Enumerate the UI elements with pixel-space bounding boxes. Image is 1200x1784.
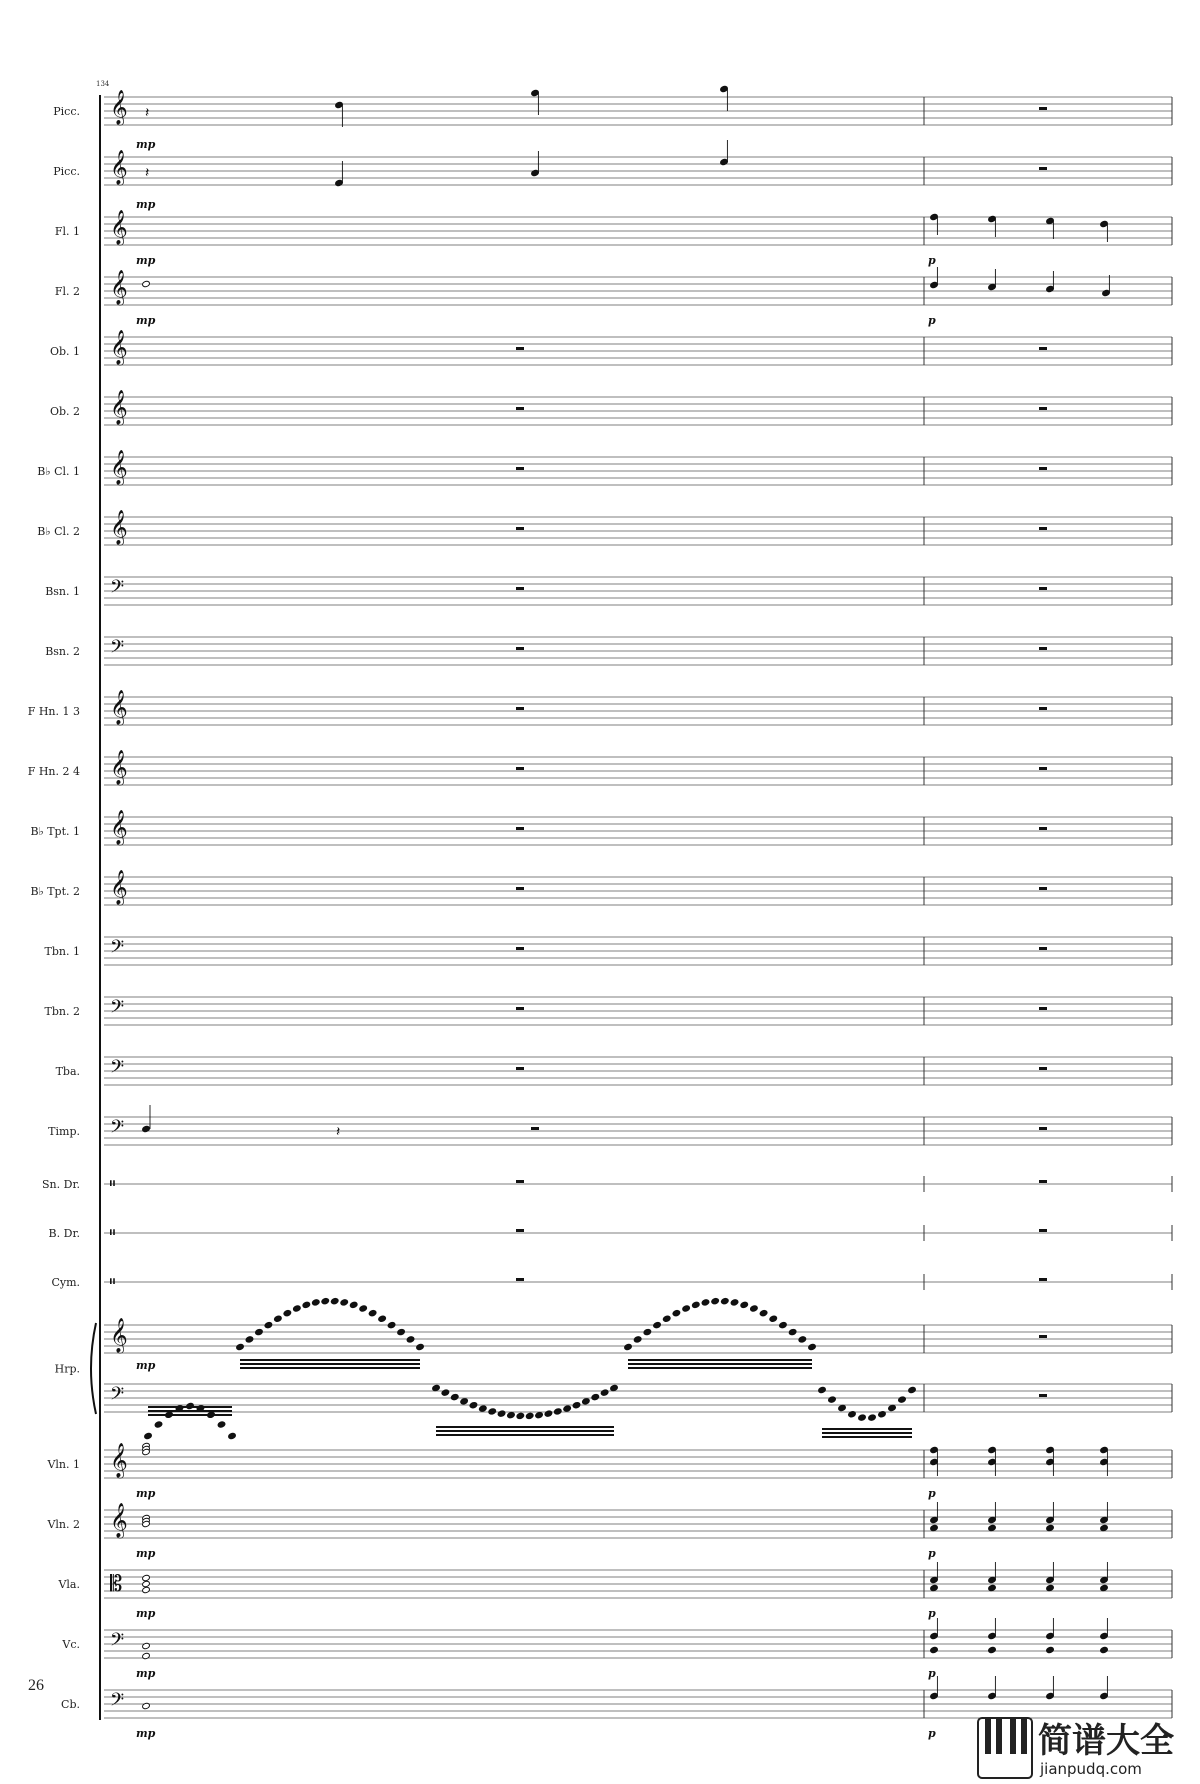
whole-rest (516, 1278, 524, 1281)
treble-clef-icon: 𝄞 (110, 330, 128, 365)
harp-arpeggio-note (469, 1402, 478, 1409)
staff-3 (104, 277, 1172, 305)
dynamic-marking: p (928, 1727, 936, 1740)
instrument-label: Bsn. 2 (45, 645, 80, 658)
harp-arpeggio-note (779, 1321, 788, 1328)
dynamic-marking: p (928, 1667, 936, 1680)
instrument-label: F Hn. 2 4 (27, 765, 80, 778)
harp-arpeggio-note (908, 1386, 917, 1393)
instrument-label: F Hn. 1 3 (27, 705, 80, 718)
whole-rest (1039, 1394, 1047, 1397)
instrument-label: Tba. (55, 1065, 80, 1078)
treble-clef-icon: 𝄞 (110, 1318, 128, 1353)
bass-clef-icon: 𝄢 (110, 1057, 125, 1082)
watermark-logo (978, 1718, 1174, 1778)
instrument-label: Cym. (51, 1276, 80, 1289)
staff-7 (104, 517, 1172, 545)
beam (436, 1426, 614, 1428)
harp-arpeggio-note (397, 1328, 406, 1335)
staff-14 (104, 937, 1172, 965)
whole-rest (1039, 167, 1047, 170)
staff-16 (104, 1057, 1172, 1085)
whole-rest (1039, 527, 1047, 530)
dynamic-marking: mp (136, 1667, 156, 1680)
harp-arpeggio-note (479, 1405, 488, 1412)
harp-arpeggio-note (818, 1386, 827, 1393)
violin-note (1100, 1524, 1109, 1531)
treble-clef-icon: 𝄞 (110, 1443, 128, 1478)
staff-15 (104, 997, 1172, 1025)
harp-arpeggio-note (507, 1411, 516, 1418)
treble-clef-icon: 𝄞 (110, 450, 128, 485)
harp-arpeggio-note (228, 1432, 237, 1439)
whole-rest (1039, 467, 1047, 470)
whole-rest (516, 407, 524, 410)
beam (148, 1414, 232, 1416)
dynamic-marking: p (928, 1607, 936, 1620)
staff-1 (104, 157, 1172, 185)
dynamic-marking: mp (136, 314, 156, 327)
percussion-clef-icon: 𝄥 (110, 1272, 115, 1291)
dynamic-marking: mp (136, 1359, 156, 1372)
harp-arpeggio-note (245, 1336, 254, 1343)
beam (240, 1363, 420, 1365)
whole-rest (516, 1067, 524, 1070)
staff-22 (104, 1450, 1172, 1478)
whole-rest (1039, 1229, 1047, 1232)
whole-rest (1039, 767, 1047, 770)
treble-clef-icon: 𝄞 (110, 750, 128, 785)
beam (436, 1434, 614, 1436)
instrument-label: Picc. (53, 165, 80, 178)
instrument-label: B♭ Tpt. 2 (30, 885, 80, 898)
staff-11 (104, 757, 1172, 785)
dynamic-marking: mp (136, 138, 156, 151)
whole-rest (1039, 347, 1047, 350)
harp-arpeggio-note (406, 1336, 415, 1343)
harp-arpeggio-note (330, 1297, 339, 1304)
cello-note (988, 1646, 997, 1653)
staff-0 (104, 97, 1172, 125)
percussion-clef-icon: 𝄥 (110, 1174, 115, 1193)
violin-note (988, 1524, 997, 1531)
harp-arpeggio-note (293, 1305, 302, 1312)
dynamic-marking: p (928, 1487, 936, 1500)
harp-arpeggio-note (750, 1305, 759, 1312)
harp-arpeggio-note (217, 1421, 226, 1428)
harp-arpeggio-note (682, 1305, 691, 1312)
music-content (110, 85, 1110, 1740)
harp-arpeggio-note (868, 1414, 877, 1421)
instrument-labels (28, 105, 80, 1711)
whole-rest (516, 647, 524, 650)
bass-clef-icon: 𝄢 (110, 937, 125, 962)
quarter-rest-icon: 𝄽 (145, 105, 150, 121)
staff-8 (104, 577, 1172, 605)
measure-number: 134 (96, 80, 110, 88)
cello-note (1100, 1646, 1109, 1653)
harp-arpeggio-note (701, 1299, 710, 1306)
flute-whole-note (142, 280, 151, 287)
quarter-rest-icon: 𝄽 (336, 1124, 341, 1140)
whole-rest (1039, 707, 1047, 710)
staff-12 (104, 817, 1172, 845)
treble-clef-icon: 𝄞 (110, 390, 128, 425)
harp-arpeggio-note (740, 1301, 749, 1308)
whole-rest (516, 347, 524, 350)
staff-6 (104, 457, 1172, 485)
harp-arpeggio-note (236, 1343, 245, 1350)
harp-arpeggio-note (432, 1384, 441, 1391)
staff-18 (104, 1176, 1172, 1192)
instrument-label: Vc. (62, 1638, 80, 1651)
whole-rest (1039, 1127, 1047, 1130)
staff-systems (91, 95, 1172, 1720)
harp-arpeggio-note (312, 1299, 321, 1306)
instrument-label: Tbn. 2 (44, 1005, 80, 1018)
harp-arpeggio-note (516, 1412, 525, 1419)
beam (628, 1363, 812, 1365)
cello-note (930, 1646, 939, 1653)
harp-arpeggio-note (525, 1412, 534, 1419)
treble-clef-icon: 𝄞 (110, 690, 128, 725)
beam (148, 1410, 232, 1412)
beam (436, 1430, 614, 1432)
harp-arpeggio-note (359, 1305, 368, 1312)
harp-arpeggio-note (387, 1321, 396, 1328)
harp-arpeggio-note (600, 1389, 609, 1396)
dynamic-marking: p (928, 1547, 936, 1560)
instrument-label: B♭ Cl. 1 (37, 465, 80, 478)
bass-clef-icon: 𝄢 (110, 1384, 125, 1409)
instrument-label: Bsn. 1 (45, 585, 80, 598)
staff-20 (104, 1274, 1172, 1290)
harp-arpeggio-note (441, 1389, 450, 1396)
treble-clef-icon: 𝄞 (110, 210, 128, 245)
harp-arpeggio-note (572, 1402, 581, 1409)
beam (240, 1367, 420, 1369)
beam (822, 1432, 912, 1434)
viola-whole-note (142, 1586, 151, 1593)
instrument-label: Fl. 1 (54, 225, 80, 238)
bass-clef-icon: 𝄢 (110, 577, 125, 602)
whole-rest (1039, 827, 1047, 830)
harp-arpeggio-note (721, 1297, 730, 1304)
treble-clef-icon: 𝄞 (110, 1503, 128, 1538)
viola-whole-note (142, 1574, 151, 1581)
whole-rest (516, 767, 524, 770)
viola-note (1100, 1584, 1109, 1591)
harp-arpeggio-note (544, 1410, 553, 1417)
instrument-label: Vla. (58, 1578, 80, 1591)
harp-arpeggio-note (759, 1309, 768, 1316)
harp-arpeggio-note (302, 1301, 311, 1308)
instrument-label: Hrp. (54, 1362, 80, 1376)
bass-clef-icon: 𝄢 (110, 1690, 125, 1715)
harp-arpeggio-note (349, 1301, 358, 1308)
harp-arpeggio-note (154, 1421, 163, 1428)
harp-arpeggio-note (788, 1328, 797, 1335)
treble-clef-icon: 𝄞 (110, 270, 128, 305)
treble-clef-icon: 𝄞 (110, 510, 128, 545)
beam (822, 1436, 912, 1438)
whole-rest (516, 467, 524, 470)
dynamic-marking: mp (136, 254, 156, 267)
instrument-label: Sn. Dr. (42, 1178, 80, 1191)
whole-rest (516, 827, 524, 830)
harp-arpeggio-note (255, 1328, 264, 1335)
percussion-clef-icon: 𝄥 (110, 1223, 115, 1242)
harp-arpeggio-note (340, 1299, 349, 1306)
treble-clef-icon: 𝄞 (110, 870, 128, 905)
beam (822, 1428, 912, 1430)
staff-2 (104, 217, 1172, 245)
staff-9 (104, 637, 1172, 665)
harp-arpeggio-note (274, 1315, 283, 1322)
staff-23 (104, 1510, 1172, 1538)
whole-rest (1039, 1335, 1047, 1338)
whole-rest (531, 1127, 539, 1130)
instrument-label: Fl. 2 (54, 285, 80, 298)
whole-rest (1039, 647, 1047, 650)
treble-clef-icon: 𝄞 (110, 810, 128, 845)
harp-arpeggio-note (662, 1315, 671, 1322)
instrument-label: Cb. (61, 1698, 80, 1711)
harp-arpeggio-note (653, 1321, 662, 1328)
harp-arpeggio-note (460, 1398, 469, 1405)
beam (240, 1359, 420, 1361)
harp-arpeggio-note (283, 1309, 292, 1316)
instrument-label: B♭ Tpt. 1 (30, 825, 80, 838)
harp-arpeggio-note (368, 1309, 377, 1316)
harp-arpeggio-note (898, 1396, 907, 1403)
harp-arpeggio-note (643, 1328, 652, 1335)
harp-arpeggio-note (730, 1299, 739, 1306)
harp-arpeggio-note (554, 1408, 563, 1415)
piano-keys-icon (978, 1718, 1032, 1778)
harp-arpeggio-note (416, 1343, 425, 1350)
dynamic-marking: mp (136, 1727, 156, 1740)
whole-rest (1039, 1007, 1047, 1010)
instrument-label: Ob. 1 (49, 345, 80, 358)
harp-brace (91, 1323, 96, 1414)
dynamic-marking: mp (136, 1607, 156, 1620)
dynamic-marking: p (928, 314, 936, 327)
staff-24 (104, 1570, 1172, 1598)
instrument-label: Timp. (48, 1125, 80, 1138)
viola-note (1046, 1584, 1055, 1591)
instrument-label: Tbn. 1 (44, 945, 80, 958)
harp-arpeggio-note (769, 1315, 778, 1322)
dynamic-marking: mp (136, 1547, 156, 1560)
harp-arpeggio-note (838, 1404, 847, 1411)
quarter-rest-icon: 𝄽 (145, 165, 150, 181)
harp-arpeggio-note (497, 1410, 506, 1417)
watermark-brand: 简谱大全 (1038, 1721, 1174, 1761)
dynamic-marking: mp (136, 1487, 156, 1500)
cello-note (1046, 1646, 1055, 1653)
harp-bass-staff (104, 1384, 1172, 1412)
staff-13 (104, 877, 1172, 905)
staff-19 (104, 1225, 1172, 1241)
harp-arpeggio-note (808, 1343, 817, 1350)
bass-clef-icon: 𝄢 (110, 997, 125, 1022)
staff-25 (104, 1630, 1172, 1658)
staff-17 (104, 1117, 1172, 1145)
harp-arpeggio-note (264, 1321, 273, 1328)
instrument-label: Vln. 2 (47, 1518, 80, 1531)
staff-26 (104, 1690, 1172, 1718)
watermark-url: jianpudq.com (1040, 1760, 1142, 1778)
harp-arpeggio-note (858, 1414, 867, 1421)
harp-arpeggio-note (535, 1411, 544, 1418)
bass-clef-icon: 𝄢 (110, 1630, 125, 1655)
harp-arpeggio-note (624, 1343, 633, 1350)
bass-clef-icon: 𝄢 (110, 637, 125, 662)
harp-arpeggio-note (633, 1336, 642, 1343)
harp-arpeggio-note (692, 1301, 701, 1308)
harp-arpeggio-note (798, 1336, 807, 1343)
treble-clef-icon: 𝄞 (110, 90, 128, 125)
instrument-label: B♭ Cl. 2 (37, 525, 80, 538)
beam (148, 1406, 232, 1408)
cello-whole-note (142, 1642, 151, 1649)
timpani-note (142, 1125, 151, 1132)
harp-arpeggio-note (450, 1393, 459, 1400)
staff-5 (104, 397, 1172, 425)
instrument-label: Picc. (53, 105, 80, 118)
harp-arpeggio-note (828, 1396, 837, 1403)
whole-rest (516, 707, 524, 710)
harp-arpeggio-note (378, 1315, 387, 1322)
dynamic-marking: mp (136, 198, 156, 211)
harp-arpeggio-note (711, 1297, 720, 1304)
whole-rest (1039, 1278, 1047, 1281)
harp-arpeggio-note (321, 1297, 330, 1304)
viola-whole-note (142, 1580, 151, 1587)
whole-rest (516, 887, 524, 890)
dynamic-marking: p (928, 254, 936, 267)
harp-arpeggio-note (582, 1398, 591, 1405)
alto-clef-icon: 𝄡 (110, 1572, 123, 1597)
harp-arpeggio-note (563, 1405, 572, 1412)
instrument-label: B. Dr. (48, 1227, 80, 1240)
viola-note (988, 1584, 997, 1591)
violin-note (930, 1524, 939, 1531)
whole-rest (516, 1007, 524, 1010)
staff-10 (104, 697, 1172, 725)
whole-rest (1039, 887, 1047, 890)
harp-arpeggio-note (488, 1408, 497, 1415)
harp-arpeggio-note (672, 1309, 681, 1316)
staff-4 (104, 337, 1172, 365)
whole-rest (1039, 407, 1047, 410)
whole-rest (516, 1229, 524, 1232)
harp-arpeggio-note (591, 1393, 600, 1400)
whole-rest (516, 947, 524, 950)
whole-rest (1039, 1067, 1047, 1070)
whole-rest (516, 1180, 524, 1183)
whole-rest (516, 587, 524, 590)
page-number: 26 (28, 1677, 44, 1694)
bass-clef-icon: 𝄢 (110, 1117, 125, 1142)
harp-arpeggio-note (888, 1404, 897, 1411)
violin-note (1046, 1524, 1055, 1531)
beam (628, 1359, 812, 1361)
treble-clef-icon: 𝄞 (110, 150, 128, 185)
whole-rest (1039, 947, 1047, 950)
viola-note (930, 1584, 939, 1591)
cello-whole-note (142, 1652, 151, 1659)
instrument-label: Vln. 1 (47, 1458, 80, 1471)
whole-rest (1039, 107, 1047, 110)
harp-arpeggio-note (610, 1384, 619, 1391)
harp-arpeggio-note (144, 1432, 153, 1439)
beam (628, 1367, 812, 1369)
instrument-label: Ob. 2 (49, 405, 80, 418)
bass-whole-note (142, 1702, 151, 1709)
whole-rest (1039, 1180, 1047, 1183)
whole-rest (516, 527, 524, 530)
whole-rest (1039, 587, 1047, 590)
